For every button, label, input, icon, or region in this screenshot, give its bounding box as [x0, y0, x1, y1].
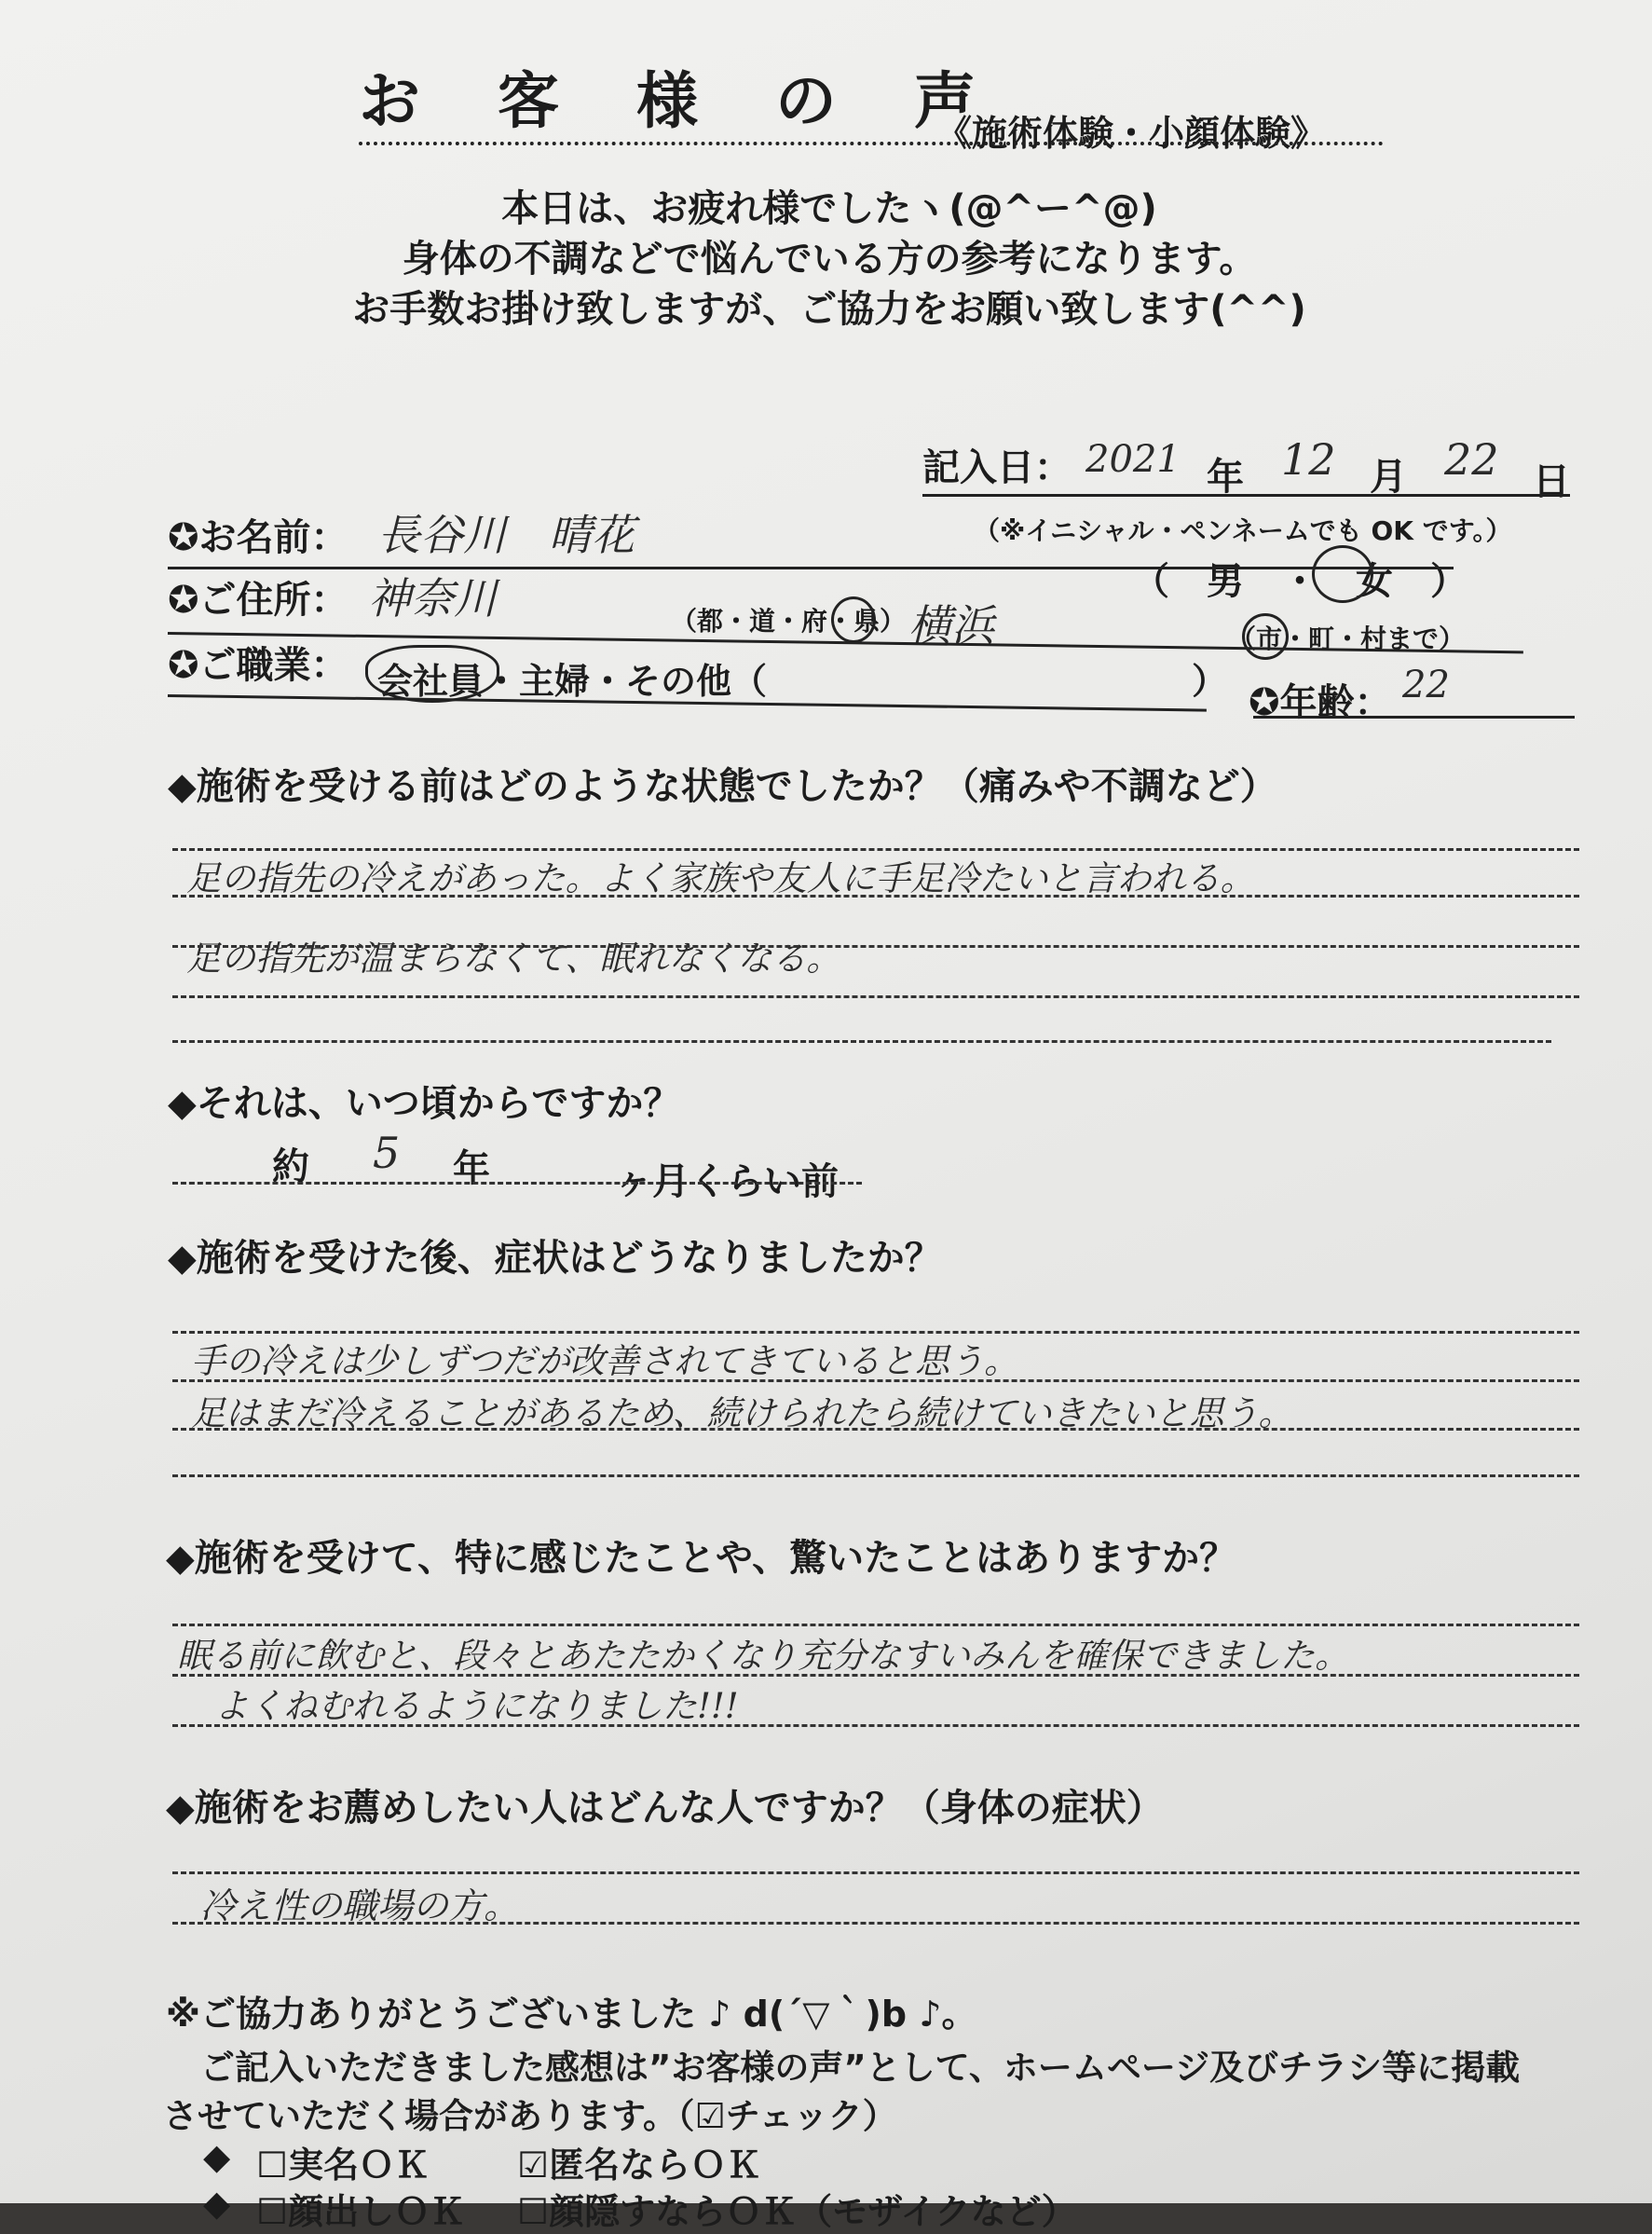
q4-line-2	[172, 1674, 1579, 1677]
city-options[interactable]: （市・町・村まで）	[1230, 624, 1466, 654]
gender-options[interactable]: （ 男 ・ 女 ）	[1132, 560, 1468, 603]
question-4: ◆施術を受けて、特に感じたことや、驚いたことはありますか？	[166, 1537, 1237, 1580]
q3-line-3	[172, 1428, 1579, 1431]
q1-line-5	[172, 1040, 1551, 1043]
q2-years-value[interactable]: 5	[373, 1128, 401, 1178]
title-underline	[359, 142, 1384, 145]
q5-answer-1[interactable]: 冷え性の職場の方。	[200, 1885, 520, 1926]
q4-line-1	[172, 1624, 1579, 1626]
q3-answer-2[interactable]: 足はまだ冷えることがあるため、続けられたら続けていきたいと思う。	[191, 1393, 1293, 1433]
date-month-unit: 月	[1370, 456, 1407, 499]
q5-line-1	[172, 1871, 1579, 1874]
bullet-icon-2: ◆	[203, 2183, 231, 2224]
date-year-unit: 年	[1207, 456, 1244, 499]
gender-selected-circle	[1312, 545, 1373, 603]
consent-line-1: ご記入いただきました感想は”お客様の声”として、ホームページ及びチラシ等に掲載	[200, 2048, 1521, 2088]
page-title: お 客 様 の 声	[359, 65, 1003, 137]
q4-line-3	[172, 1724, 1579, 1727]
option-anonymous[interactable]	[517, 2136, 761, 2187]
date-day-value: 22	[1444, 434, 1499, 485]
option-face-ok[interactable]	[256, 2183, 465, 2234]
date-month-value: 12	[1281, 434, 1336, 485]
date-day-unit: 日	[1533, 460, 1570, 503]
checkbox-icon-3[interactable]: ☐	[517, 2191, 550, 2232]
q2-line	[172, 1182, 862, 1185]
name-note: （※イニシャル・ペンネームでも OK です。）	[974, 515, 1512, 546]
date-underline	[922, 494, 1570, 497]
option-real-name[interactable]	[256, 2136, 430, 2187]
prefecture-options[interactable]: （都・道・府・県）	[671, 606, 907, 637]
name-value[interactable]: 長谷川 晴花	[377, 510, 635, 560]
q2-months-suffix: ヶ月くらい前	[615, 1160, 839, 1203]
q4-answer-1[interactable]: 眠る前に飲むと、段々とあたたかくなり充分なすいみんを確保できました。	[177, 1636, 1349, 1676]
q1-answer-2[interactable]: 足の指先が温まらなくて、眠れなくなる。	[186, 939, 841, 979]
prefecture-selected-circle	[831, 596, 876, 643]
occupation-selected-circle	[365, 645, 499, 703]
question-5: ◆施術をお薦めしたい人はどんな人ですか？（身体の症状）	[166, 1787, 1164, 1830]
page-subtitle: 《施術体験・小顔体験》	[936, 113, 1327, 154]
intro-line-3: お手数お掛け致しますが、ご協力をお願い致します(^^)	[352, 288, 1306, 331]
checkbox-icon-2[interactable]: ☐	[256, 2191, 289, 2232]
bullet-icon: ◆	[203, 2136, 231, 2177]
q4-answer-2[interactable]: よくねむれるようになりました!!!	[214, 1686, 739, 1726]
prefecture-value[interactable]: 神奈川	[368, 573, 497, 624]
occupation-options[interactable]: 会社員・主婦・その他（ ）	[377, 661, 1228, 702]
q2-year-unit: 年	[453, 1147, 490, 1190]
q3-line-2	[172, 1379, 1579, 1382]
age-value[interactable]: 22	[1402, 664, 1450, 706]
option-face-hidden-label: 顔隠すならＯＫ（モザイクなど）	[549, 2191, 1077, 2232]
option-real-name-label: 実名ＯＫ	[288, 2145, 430, 2186]
checked-checkbox-icon[interactable]: ☑	[517, 2145, 550, 2186]
thanks-message: ※ご協力ありがとうございました ♪ d(´▽｀)b ♪。	[166, 1994, 977, 2035]
intro-line-2: 身体の不調などで悩んでいる方の参考になります。	[402, 238, 1257, 281]
question-2: ◆それは、いつ頃からですか？	[168, 1082, 681, 1125]
intro-line-1: 本日は、お疲れ様でしたヽ(@^ー^@)	[501, 187, 1157, 230]
address-label: ✪ご住所：	[168, 579, 348, 622]
checkbox-icon[interactable]: ☐	[256, 2145, 289, 2186]
age-label: ✪年齢：	[1249, 681, 1392, 724]
city-value[interactable]: 横浜	[908, 600, 994, 651]
occupation-label: ✪ご職業：	[168, 644, 348, 687]
name-underline	[168, 567, 1454, 569]
q3-line-4	[172, 1474, 1579, 1477]
option-face-hidden[interactable]	[517, 2183, 1077, 2234]
q1-line-4	[172, 995, 1579, 998]
date-year-value: 2021	[1085, 438, 1181, 481]
q2-prefix: 約	[272, 1145, 309, 1188]
age-underline	[1253, 716, 1575, 719]
q1-line-2	[172, 895, 1579, 898]
q5-line-2	[172, 1922, 1579, 1925]
q1-answer-1[interactable]: 足の指先の冷えがあった。よく家族や友人に手足冷たいと言われる。	[186, 858, 1255, 898]
question-1: ◆施術を受ける前はどのような状態でしたか？（痛みや不調など）	[168, 765, 1277, 808]
name-label: ✪お名前：	[168, 516, 348, 559]
q1-line-3	[172, 945, 1579, 948]
option-face-ok-label: 顔出しＯＫ	[288, 2191, 466, 2232]
q3-answer-1[interactable]: 手の冷えは少しずつだが改善されてきていると思う。	[191, 1341, 1018, 1381]
question-3: ◆施術を受けた後、症状はどうなりましたか？	[168, 1237, 942, 1280]
consent-line-2: させていただく場合があります。（☑チェック）	[163, 2096, 897, 2136]
option-anonymous-label: 匿名ならＯＫ	[549, 2145, 762, 2186]
city-selected-circle	[1242, 613, 1289, 660]
date-label: 記入日：	[922, 446, 1072, 489]
